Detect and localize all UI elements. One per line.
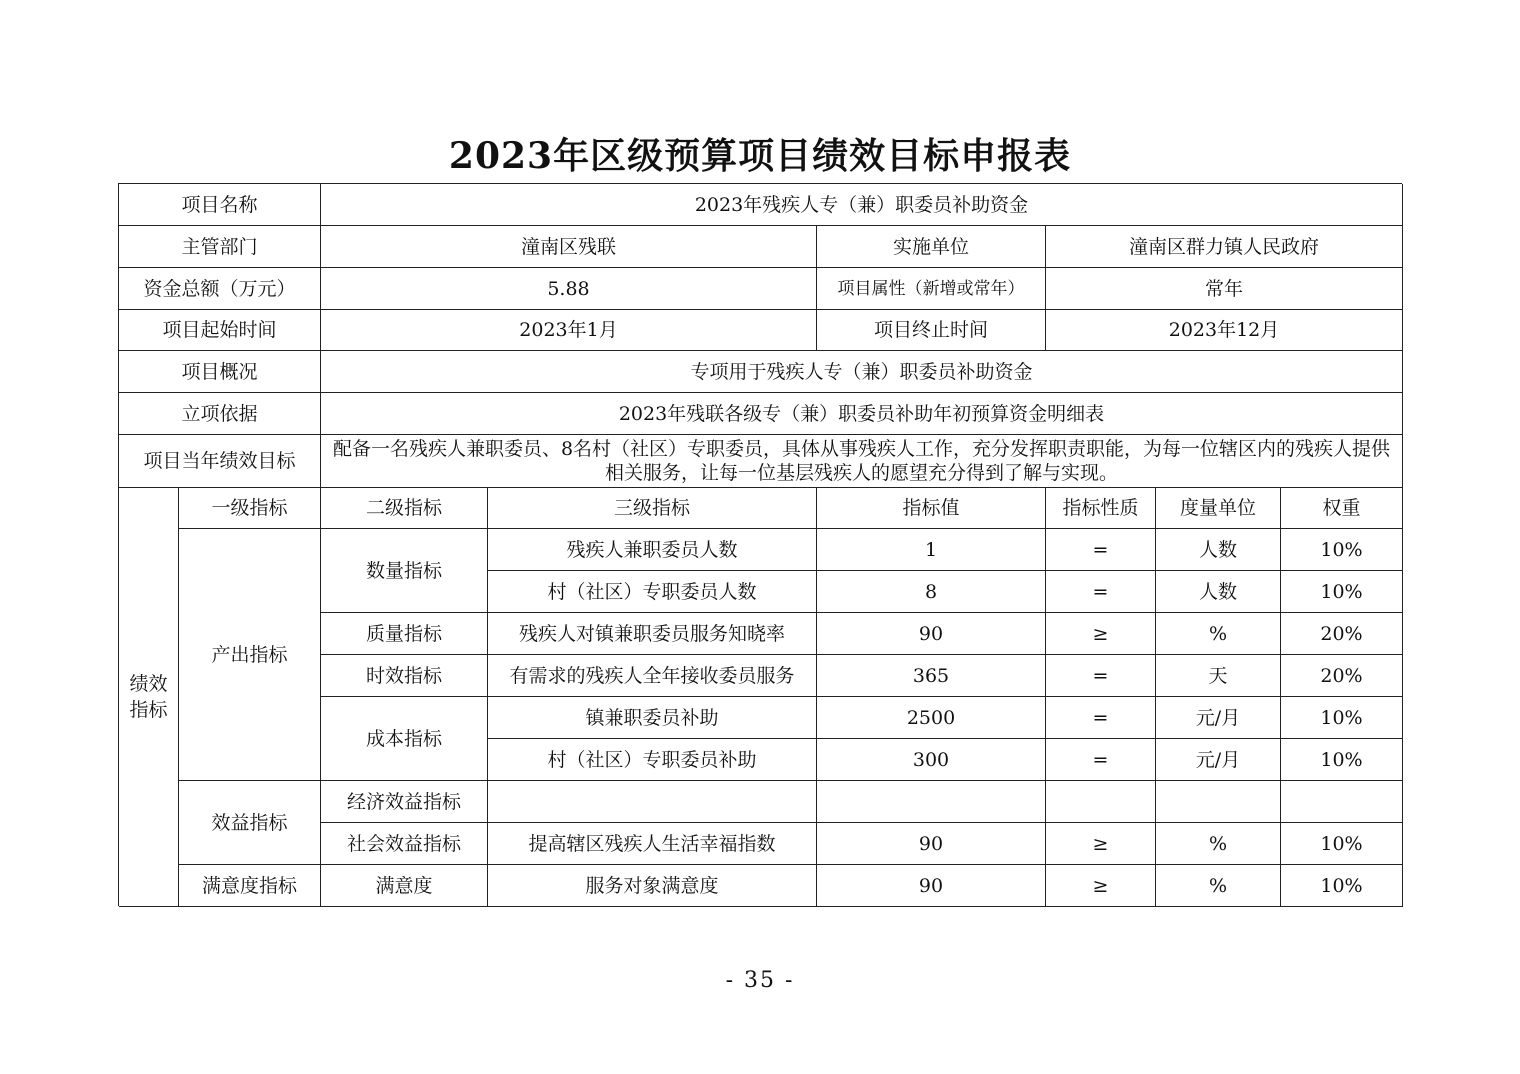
indicator-unit: % bbox=[1156, 865, 1281, 907]
indicator-nature: ≥ bbox=[1046, 865, 1156, 907]
start-label: 项目起始时间 bbox=[119, 310, 321, 351]
basis-value: 2023年残联各级专（兼）职委员补助年初预算资金明细表 bbox=[321, 393, 1403, 435]
indicator-nature bbox=[1046, 781, 1156, 823]
amount-label: 资金总额（万元） bbox=[119, 268, 321, 310]
indicator-nature: ≥ bbox=[1046, 613, 1156, 655]
goal-value: 配备一名残疾人兼职委员、8名村（社区）专职委员，具体从事残疾人工作，充分发挥职责职能，为每一位辖区内的残疾人提供相关服务，让每一位基层残疾人的愿望充分得到了解与实现。 bbox=[332, 438, 1391, 484]
indicator-unit bbox=[1156, 781, 1281, 823]
indicator-value: 2500 bbox=[817, 697, 1046, 739]
indicator-value: 90 bbox=[817, 865, 1046, 907]
attr-value: 常年 bbox=[1046, 268, 1403, 310]
header-unit: 度量单位 bbox=[1156, 488, 1281, 529]
level2-quantity: 数量指标 bbox=[321, 529, 488, 613]
indicator-weight: 20% bbox=[1281, 655, 1403, 697]
indicators-section-text: 绩效指标 bbox=[129, 673, 168, 721]
indicator-nature: = bbox=[1046, 739, 1156, 781]
goal-cell bbox=[321, 435, 1403, 488]
indicator-unit: 人数 bbox=[1156, 529, 1281, 571]
indicator-weight: 10% bbox=[1281, 571, 1403, 613]
header-level2: 二级指标 bbox=[321, 488, 488, 529]
project-name-value: 2023年残疾人专（兼）职委员补助资金 bbox=[321, 184, 1403, 226]
indicator-nature: = bbox=[1046, 571, 1156, 613]
indicator-value: 8 bbox=[817, 571, 1046, 613]
goal-label: 项目当年绩效目标 bbox=[119, 435, 321, 488]
indicator-name bbox=[488, 781, 817, 823]
amount-value: 5.88 bbox=[321, 268, 817, 310]
header-level3: 三级指标 bbox=[488, 488, 817, 529]
header-value: 指标值 bbox=[817, 488, 1046, 529]
indicator-value: 365 bbox=[817, 655, 1046, 697]
header-weight: 权重 bbox=[1281, 488, 1403, 529]
indicator-name: 服务对象满意度 bbox=[488, 865, 817, 907]
indicator-name: 残疾人兼职委员人数 bbox=[488, 529, 817, 571]
indicator-name: 有需求的残疾人全年接收委员服务 bbox=[488, 655, 817, 697]
overview-label: 项目概况 bbox=[119, 351, 321, 393]
indicator-weight: 10% bbox=[1281, 697, 1403, 739]
header-nature: 指标性质 bbox=[1046, 488, 1156, 529]
level1-satisfaction: 满意度指标 bbox=[179, 865, 321, 907]
level2-economic: 经济效益指标 bbox=[321, 781, 488, 823]
indicator-unit: 人数 bbox=[1156, 571, 1281, 613]
indicator-unit: 元/月 bbox=[1156, 697, 1281, 739]
header-level1: 一级指标 bbox=[179, 488, 321, 529]
indicator-value bbox=[817, 781, 1046, 823]
level2-cost: 成本指标 bbox=[321, 697, 488, 781]
page-number: - 35 - bbox=[725, 968, 795, 993]
indicator-weight: 20% bbox=[1281, 613, 1403, 655]
indicator-unit: % bbox=[1156, 613, 1281, 655]
page-title: 2023年区级预算项目绩效目标申报表 bbox=[448, 135, 1072, 177]
unit-value: 潼南区群力镇人民政府 bbox=[1046, 226, 1403, 268]
unit-label: 实施单位 bbox=[817, 226, 1046, 268]
dept-value: 潼南区残联 bbox=[321, 226, 817, 268]
indicator-weight: 10% bbox=[1281, 529, 1403, 571]
level2-social: 社会效益指标 bbox=[321, 823, 488, 865]
indicator-nature: = bbox=[1046, 655, 1156, 697]
indicator-unit: % bbox=[1156, 823, 1281, 865]
indicator-name: 提高辖区残疾人生活幸福指数 bbox=[488, 823, 817, 865]
indicator-unit: 元/月 bbox=[1156, 739, 1281, 781]
level2-timeliness: 时效指标 bbox=[321, 655, 488, 697]
indicator-nature: = bbox=[1046, 697, 1156, 739]
performance-target-table bbox=[118, 183, 1402, 906]
dept-label: 主管部门 bbox=[119, 226, 321, 268]
level1-output: 产出指标 bbox=[179, 529, 321, 781]
indicator-name: 镇兼职委员补助 bbox=[488, 697, 817, 739]
basis-label: 立项依据 bbox=[119, 393, 321, 435]
level1-benefit: 效益指标 bbox=[179, 781, 321, 865]
indicator-value: 1 bbox=[817, 529, 1046, 571]
level2-satisfaction: 满意度 bbox=[321, 865, 488, 907]
indicator-value: 90 bbox=[817, 613, 1046, 655]
indicator-weight: 10% bbox=[1281, 865, 1403, 907]
indicator-weight bbox=[1281, 781, 1403, 823]
indicator-value: 300 bbox=[817, 739, 1046, 781]
indicator-unit: 天 bbox=[1156, 655, 1281, 697]
indicator-weight: 10% bbox=[1281, 739, 1403, 781]
level2-quality: 质量指标 bbox=[321, 613, 488, 655]
overview-value: 专项用于残疾人专（兼）职委员补助资金 bbox=[321, 351, 1403, 393]
indicator-name: 村（社区）专职委员人数 bbox=[488, 571, 817, 613]
indicator-value: 90 bbox=[817, 823, 1046, 865]
indicator-weight: 10% bbox=[1281, 823, 1403, 865]
project-name-label: 项目名称 bbox=[119, 184, 321, 226]
attr-label: 项目属性（新增或常年） bbox=[817, 268, 1046, 310]
indicator-name: 残疾人对镇兼职委员服务知晓率 bbox=[488, 613, 817, 655]
indicator-nature: = bbox=[1046, 529, 1156, 571]
end-label: 项目终止时间 bbox=[817, 310, 1046, 351]
end-value: 2023年12月 bbox=[1046, 310, 1403, 351]
indicator-name: 村（社区）专职委员补助 bbox=[488, 739, 817, 781]
indicator-nature: ≥ bbox=[1046, 823, 1156, 865]
start-value: 2023年1月 bbox=[321, 310, 817, 351]
indicators-section-label bbox=[119, 488, 179, 907]
